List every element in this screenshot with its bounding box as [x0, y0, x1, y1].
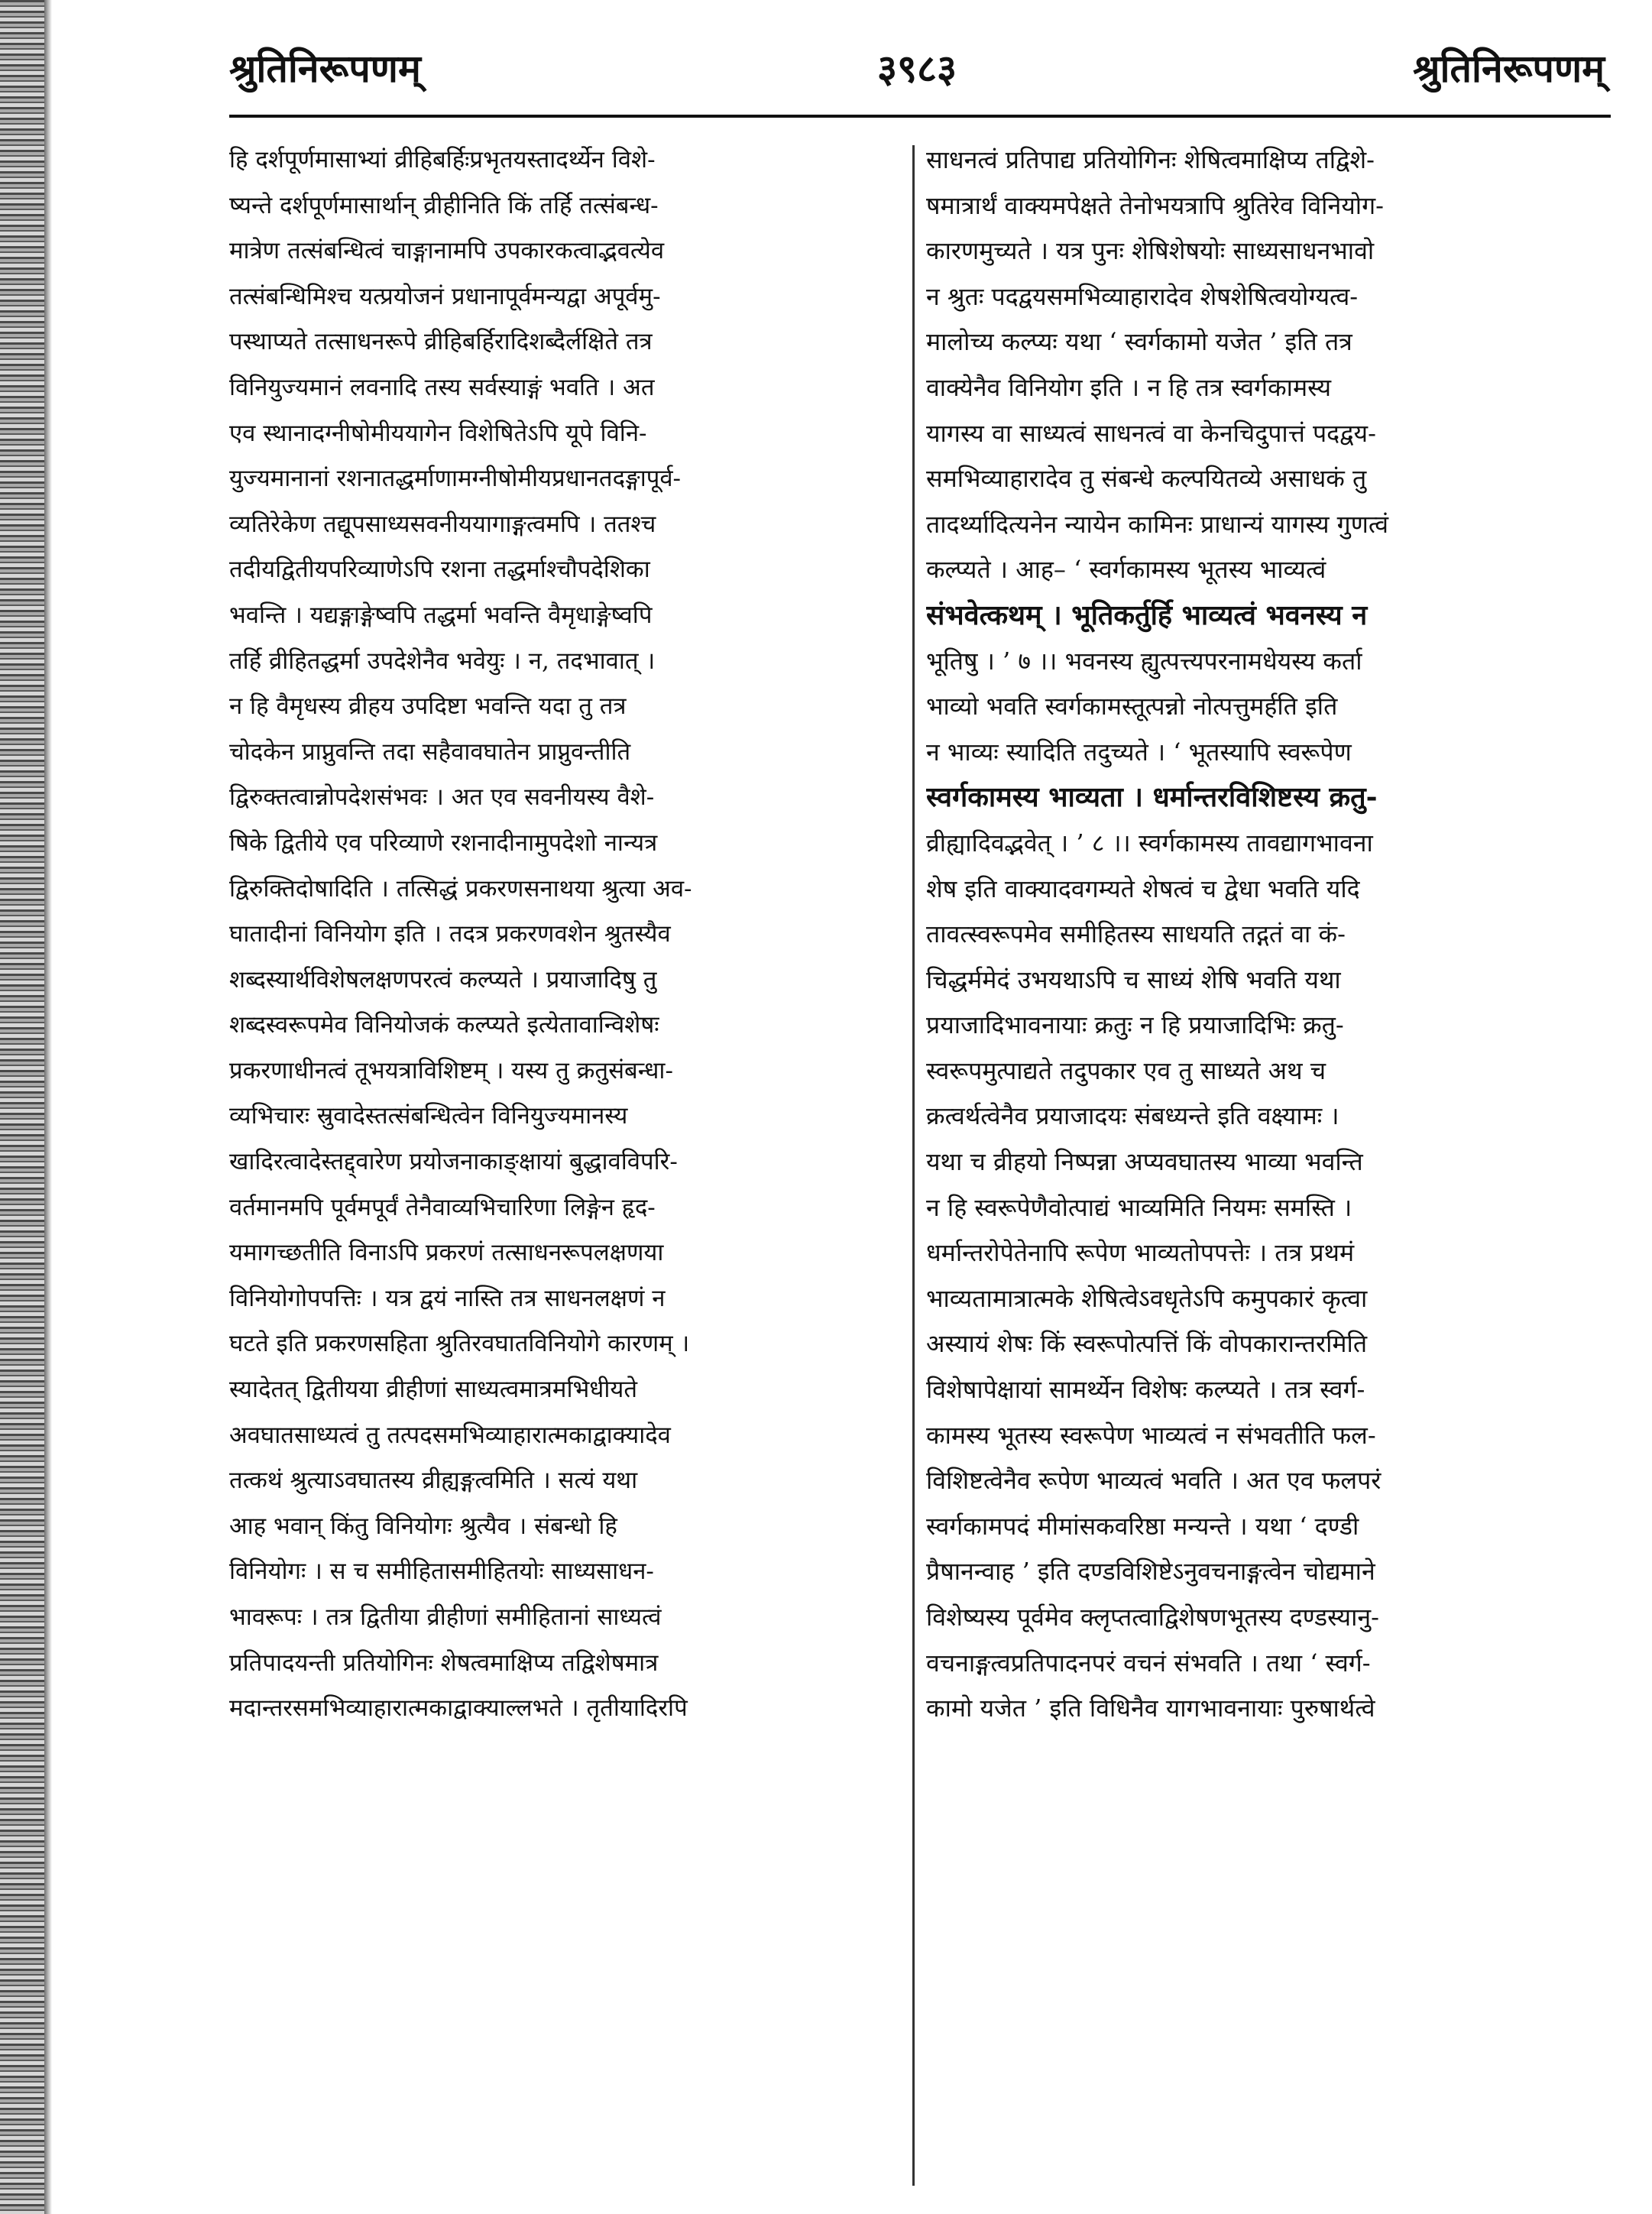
text-line: यथा च व्रीहयो निष्पन्ना अप्यवघातस्य भाव्या भवन्ति — [926, 1147, 1363, 1177]
text-line: संभवेत्कथम् । भूतिकर्तुर्हि भाव्यत्वं भवनस्य न — [926, 598, 1368, 631]
text-line: चिद्धर्ममेदं उभयथाऽपि च साध्यं शेषि भवति यथा — [926, 964, 1341, 994]
text-line: न हि वैमृधस्य व्रीहय उपदिष्टा भवन्ति यदा तु तत्र — [229, 692, 627, 721]
text-line: चोदकेन प्राप्नुवन्ति तदा सहैवावघातेन प्राप्नुवन्तीति — [229, 737, 631, 766]
text-line: एव स्थानादग्नीषोमीययागेन विशेषितेऽपि यूपे विनि- — [229, 419, 647, 447]
text-line: विनियोगः । स च समीहितासमीहितयोः साध्यसाधन- — [229, 1558, 654, 1586]
text-line: द्विरुक्तिदोषादिति । तत्सिद्धं प्रकरणसनाथया श्रुत्या अव- — [229, 874, 692, 903]
page-header — [229, 38, 1605, 107]
text-line: धर्मान्तरोपेतेनापि रूपेण भाव्यतोपपत्तेः । तत्र प्रथमं — [926, 1238, 1355, 1268]
text-line: घातादीनां विनियोग इति । तदत्र प्रकरणवशेन श्रुतस्यैव — [229, 920, 671, 948]
text-line: अस्यायं शेषः किं स्वरूपोत्पत्तिं किं वोपकारान्तरमिति — [926, 1329, 1368, 1359]
text-line: तादर्थ्यादित्यनेन न्यायेन कामिनः प्राधान्यं यागस्य गुणत्वं — [926, 509, 1389, 539]
page-number: ३९८३ — [877, 47, 957, 91]
text-line: युज्यमानानां रशनातद्धर्माणामग्नीषोमीयप्रधानतदङ्गापूर्व- — [229, 465, 682, 493]
text-line: वचनाङ्गत्वप्रतिपादनपरं वचनं संभवति । तथा ‘ स्वर्ग- — [926, 1648, 1371, 1678]
text-line: अवघातसाध्यत्वं तु तत्पदसमभिव्याहारात्मकाद्वाक्यादेव — [229, 1421, 671, 1449]
text-line: न श्रुतः पदद्वयसमभिव्याहारादेव शेषशेषित्वयोग्यत्व- — [926, 281, 1359, 311]
text-line: साधनत्वं प्रतिपाद्य प्रतियोगिनः शेषित्वमाक्षिप्य तद्विशे- — [926, 145, 1375, 174]
text-line: कामो यजेत ’ इति विधिनैव यागभावनायाः पुरुषार्थत्वे — [926, 1694, 1375, 1723]
text-line: स्वर्गकामपदं मीमांसकवरिष्ठा मन्यन्ते । यथा ‘ दण्डी — [926, 1511, 1359, 1541]
spine-edge-gradient — [44, 0, 52, 2214]
text-line: तर्हि व्रीहितद्धर्मा उपदेशेनैव भवेयुः । न, तदभावात् । — [229, 647, 656, 675]
text-line: घटते इति प्रकरणसहिता श्रुतिरवघातविनियोगे कारणम् । — [229, 1330, 690, 1358]
text-line: स्यादेतत् द्वितीयया व्रीहीणां साध्यत्वमात्रमभिधीयते — [229, 1376, 638, 1404]
text-line: कारणमुच्यते । यत्र पुनः शेषिशेषयोः साध्यसाधनभावो — [926, 236, 1375, 266]
left-text-column — [229, 138, 902, 2193]
text-line: प्रकरणाधीनत्वं तूभयत्राविशिष्टम् । यस्य तु क्रतुसंबन्धा- — [229, 1056, 673, 1084]
text-line: क्रत्वर्थत्वेनैव प्रयाजादयः संबध्यन्ते इति वक्ष्यामः । — [926, 1101, 1339, 1131]
text-line: भूतिषु । ’ ७ ।। भवनस्य ह्युत्पत्त्यपरनामधेयस्य कर्ता — [926, 646, 1362, 676]
running-title-right: श्रुतिनिरूपणम् — [1413, 47, 1605, 91]
text-line: मालोच्य कल्प्यः यथा ‘ स्वर्गकामो यजेत ’ इति तत्र — [926, 327, 1352, 357]
text-line: प्रैषानन्वाह ’ इति दण्डविशिष्टेऽनुवचनाङ्गत्वेन चोद्यमाने — [926, 1557, 1375, 1587]
text-line: कल्प्यते । आह– ‘ स्वर्गकामस्य भूतस्य भाव्यत्वं — [926, 555, 1326, 585]
text-line: यागस्य वा साध्यत्वं साधनत्वं वा केनचिदुपात्तं पदद्वय- — [926, 418, 1376, 448]
text-line: हि दर्शपूर्णमासाभ्यां व्रीहिबर्हिःप्रभृतयस्तादर्थ्येन विशे- — [229, 146, 656, 173]
text-line: मात्रेण तत्संबन्धित्वं चाङ्गानामपि उपकारकत्वाद्भवत्येव — [229, 237, 665, 265]
running-title-left: श्रुतिनिरूपणम् — [229, 47, 421, 91]
text-line: पस्थाप्यते तत्साधनरूपे व्रीहिबर्हिरादिशब्दैर्लक्षिते तत्र — [229, 328, 653, 356]
right-text-column — [926, 138, 1605, 2193]
text-line: व्यतिरेकेण तद्यूपसाध्यसवनीययागाङ्गत्वमपि । ततश्च — [229, 510, 656, 538]
text-line: प्रयाजादिभावनायाः क्रतुः न हि प्रयाजादिभिः क्रतु- — [926, 1010, 1344, 1040]
text-line: समभिव्याहारादेव तु संबन्धे कल्पयितव्ये असाधकं तु — [926, 464, 1367, 494]
text-line: विनियुज्यमानं लवनादि तस्य सर्वस्याङ्गं भवति । अत — [229, 373, 655, 401]
text-line: तावत्स्वरूपमेव समीहितस्य साधयति तद्गतं वा कं- — [926, 919, 1346, 949]
text-line: न हि स्वरूपेणैवोत्पाद्यं भाव्यमिति नियमः समस्ति । — [926, 1192, 1352, 1222]
text-line: यमागच्छतीति विनाऽपि प्रकरणं तत्साधनरूपलक्षणया — [229, 1239, 664, 1267]
text-line: तत्कथं श्रुत्याऽवघातस्य व्रीह्यङ्गत्वमिति । सत्यं यथा — [229, 1467, 638, 1495]
text-line: ष्यन्ते दर्शपूर्णमासार्थान् व्रीहीनिति किं तर्हि तत्संबन्ध- — [229, 191, 659, 219]
header-rule — [229, 115, 1611, 118]
text-line: व्यभिचारः स्रुवादेस्तत्संबन्धित्वेन विनियुज्यमानस्य — [229, 1102, 628, 1130]
text-line: भावरूपः । तत्र द्वितीया व्रीहीणां समीहितानां साध्यत्वं — [229, 1603, 662, 1631]
text-line: तदीयद्वितीयपरिव्याणेऽपि रशना तद्धर्माश्चौपदेशिका — [229, 556, 650, 584]
text-line: द्विरुक्तत्वान्नोपदेशसंभवः । अत एव सवनीयस्य वैशे- — [229, 783, 655, 812]
text-line: व्रीह्यादिवद्भवेत् । ’ ८ ।। स्वर्गकामस्य तावद्यागभावना — [926, 828, 1373, 857]
text-line: आह भवान् किंतु विनियोगः श्रुत्यैव । संबन्धो हि — [229, 1512, 617, 1540]
text-line: विशेषापेक्षायां सामर्थ्येन विशेषः कल्प्यते । तत्र स्वर्ग- — [926, 1375, 1365, 1405]
text-line: मदान्तरसमभिव्याहारात्मकाद्वाक्याल्लभते । तृतीयादिरपि — [229, 1694, 688, 1723]
text-line: वर्तमानमपि पूर्वमपूर्वं तेनैवाव्यभिचारिणा लिङ्गेन हृद- — [229, 1193, 656, 1221]
text-line: भाव्यतामात्रात्मके शेषित्वेऽवधृतेऽपि कमुपकारं कृत्वा — [926, 1283, 1368, 1313]
book-spine-shadow — [0, 0, 44, 2214]
text-line: स्वरूपमुत्पाद्यते तदुपकार एव तु साध्यते अथ च — [926, 1055, 1326, 1085]
text-line: षिके द्वितीये एव परिव्याणे रशनादीनामुपदेशो नान्यत्र — [229, 828, 658, 857]
text-line: शेष इति वाक्यादवगम्यते शेषत्वं च द्वेधा भवति यदि — [926, 874, 1360, 903]
text-line: स्वर्गकामस्य भाव्यता । धर्मान्तरविशिष्टस्य क्रतु- — [926, 781, 1378, 814]
text-line: न भाव्यः स्यादिति तदुच्यते । ‘ भूतस्यापि स्वरूपेण — [926, 737, 1352, 767]
text-line: कामस्य भूतस्य स्वरूपेण भाव्यत्वं न संभवतीति फल- — [926, 1420, 1376, 1450]
text-line: विशेष्यस्य पूर्वमेव क्लृप्तत्वाद्विशेषणभूतस्य दण्डस्यानु- — [926, 1603, 1379, 1632]
text-line: प्रतिपादयन्ती प्रतियोगिनः शेषत्वमाक्षिप्य तद्विशेषमात्र — [229, 1648, 659, 1677]
text-line: भवन्ति । यद्यङ्गाङ्गेष्वपि तद्धर्मा भवन्ति वैमृधाङ्गेष्वपि — [229, 601, 653, 629]
text-line: खादिरत्वादेस्तद्द्वारेण प्रयोजनाकाङ्क्षायां बुद्धावविपरि- — [229, 1148, 678, 1176]
text-line: षमात्रार्थं वाक्यमपेक्षते तेनोभयत्रापि श्रुतिरेव विनियोग- — [926, 190, 1384, 220]
text-line: तत्संबन्धिमिश्च यत्प्रयोजनं प्रधानापूर्वमन्यद्वा अपूर्वमु- — [229, 282, 661, 310]
column-divider — [912, 145, 915, 2186]
text-line: भाव्यो भवति स्वर्गकामस्तूत्पन्नो नोत्पत्तुमर्हति इति — [926, 692, 1338, 721]
text-line: विनियोगोपपत्तिः । यत्र द्वयं नास्ति तत्र साधनलक्षणं न — [229, 1284, 666, 1312]
text-line: शब्दस्वरूपमेव विनियोजकं कल्प्यते इत्येतावान्विशेषः — [229, 1011, 659, 1039]
text-line: विशिष्टत्वेनैव रूपेण भाव्यत्वं भवति । अत एव फलपरं — [926, 1466, 1382, 1496]
text-line: वाक्येनैव विनियोग इति । न हि तत्र स्वर्गकामस्य — [926, 372, 1332, 402]
text-line: शब्दस्यार्थविशेषलक्षणपरत्वं कल्प्यते । प्रयाजादिषु तु — [229, 965, 657, 994]
